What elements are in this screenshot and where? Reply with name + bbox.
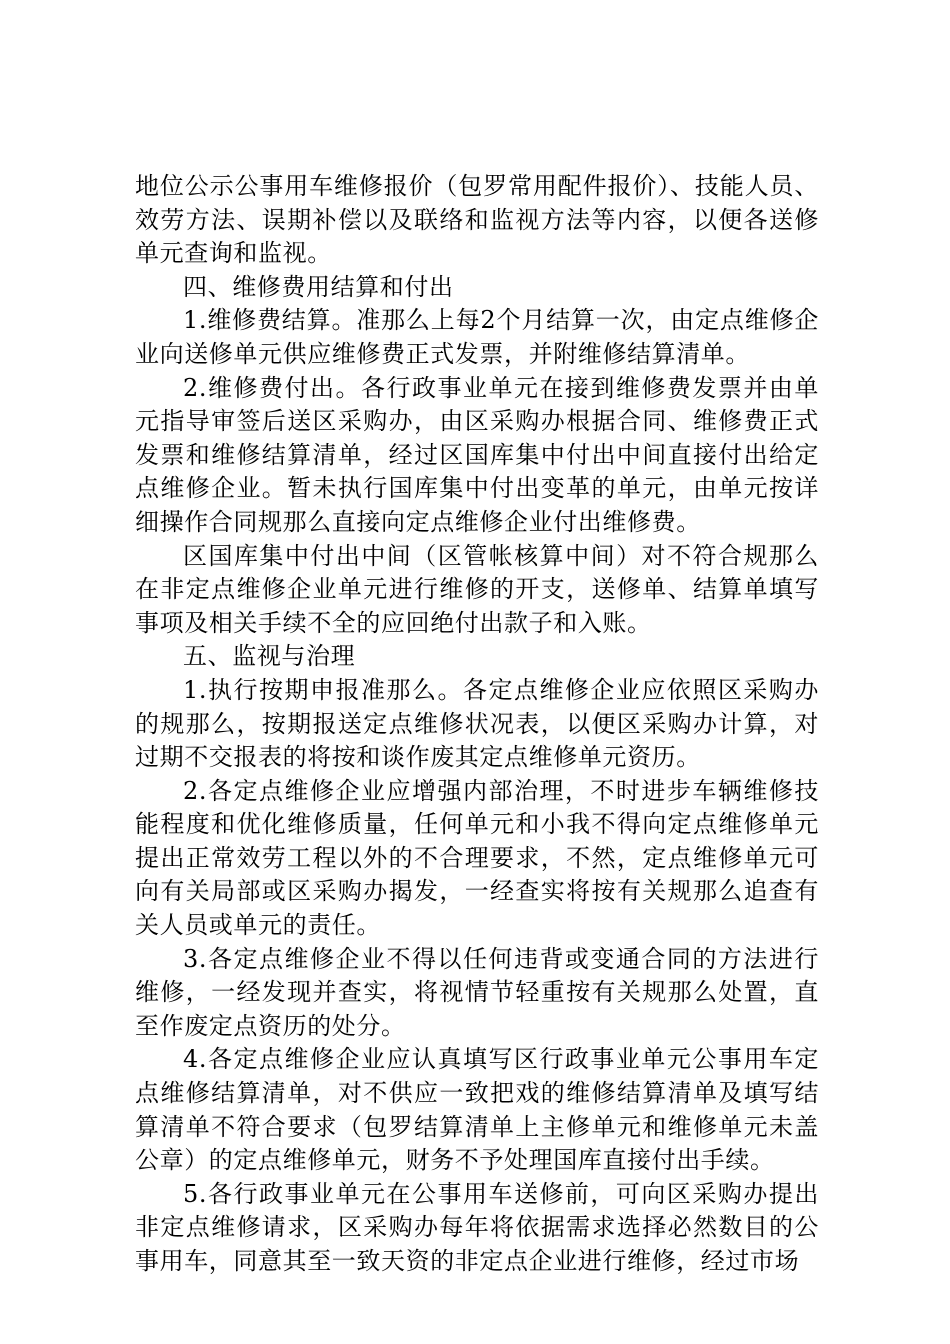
- paragraph: 5.各行政事业单元在公事用车送修前，可向区采购办提出非定点维修请求，区采购办每年将依据需求选择必然数目的公事用车，同意其至一致天资的非定点企业进行维修，经过市场: [135, 1179, 819, 1275]
- paragraph: 1.执行按期申报准那么。各定点维修企业应依照区采购办的规那么，按期报送定点维修状况表，以便区采购办计算，对过期不交报表的将按和谈作废其定点维修单元资历。: [135, 675, 819, 772]
- paragraph: 地位公示公事用车维修报价（包罗常用配件报价）、技能人员、效劳方法、误期补偿以及联络和监视方法等内容，以便各送修单元查询和监视。: [135, 172, 819, 268]
- section-heading: 四、维修费用结算和付出: [183, 272, 454, 301]
- document-body: [135, 170, 819, 1279]
- paragraph: 区国库集中付出中间（区管帐核算中间）对不符合规那么在非定点维修企业单元进行维修的开支，送修单、结算单填写事项及相关手续不全的应回绝付出款子和入账。: [135, 541, 819, 637]
- paragraph: 2.各定点维修企业应增强内部治理，不时进步车辆维修技能程度和优化维修质量，任何单元和小我不得向定点维修单元提出正常效劳工程以外的不合理要求，不然，定点维修单元可向有关局部或区采购办揭发，一经查实将按有关规那么追查有关人员或单元的责任。: [135, 776, 819, 940]
- section-heading: 五、监视与治理: [183, 642, 356, 671]
- paragraph: 4.各定点维修企业应认真填写区行政事业单元公事用车定点维修结算清单，对不供应一致把戏的维修结算清单及填写结算清单不符合要求（包罗结算清单上主修单元和维修单元未盖公章）的定点维修单元，财务不予处理国库直接付出手续。: [135, 1045, 819, 1175]
- paragraph: 2.维修费付出。各行政事业单元在接到维修费发票并由单元指导审签后送区采购办，由区采购办根据合同、维修费正式发票和维修结算清单，经过区国库集中付出中间直接付出给定点维修企业。暂未执行国库集中付出变革的单元，由单元按详细操作合同规那么直接向定点维修企业付出维修费。: [135, 373, 819, 536]
- paragraph: 3.各定点维修企业不得以任何违背或变通合同的方法进行维修，一经发现并查实，将视情节轻重按有关规那么处置，直至作废定点资历的处分。: [135, 944, 819, 1040]
- paragraph: 1.维修费结算。准那么上每2个月结算一次，由定点维修企业向送修单元供应维修费正式发票，并附维修结算清单。: [135, 306, 819, 368]
